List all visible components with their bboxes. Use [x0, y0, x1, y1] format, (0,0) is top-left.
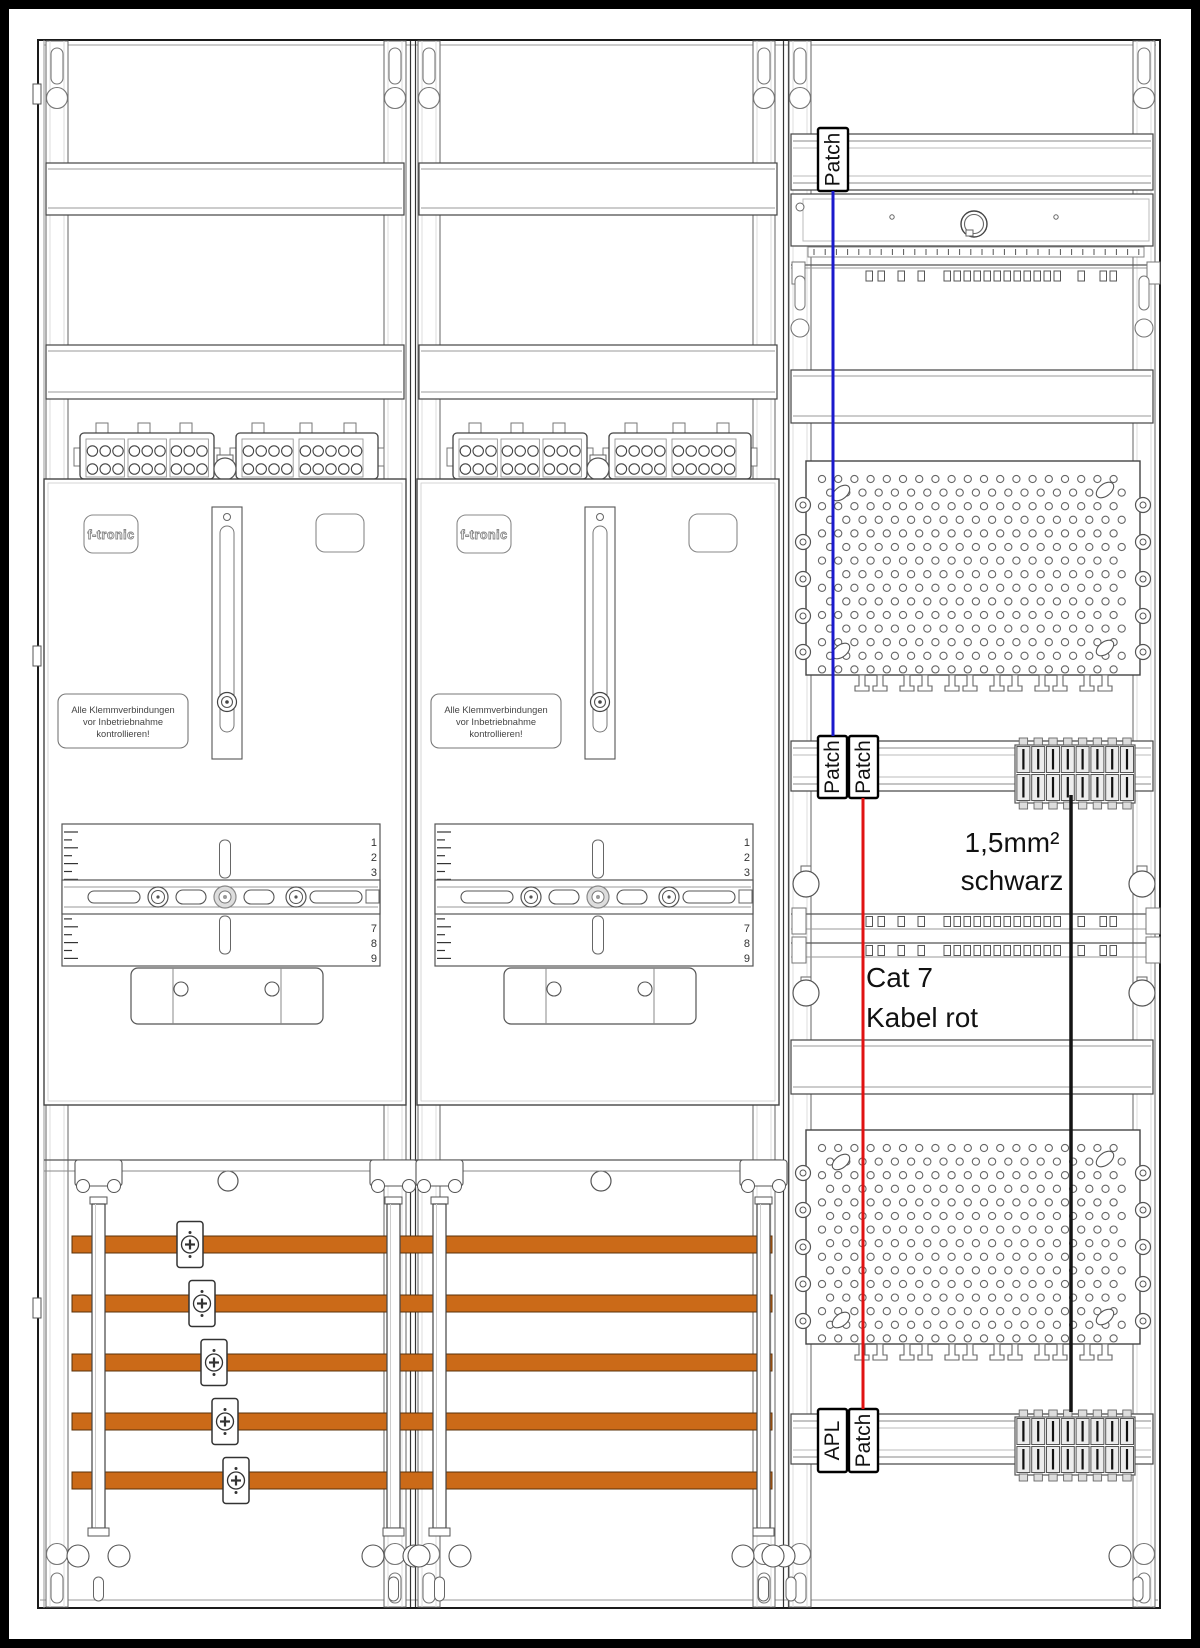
plate-screw-center [1140, 1244, 1146, 1250]
terminal-strip-top [1015, 738, 1135, 809]
patch-label-top [818, 128, 848, 191]
terminal-cap [1034, 802, 1042, 809]
comb-tooth [1078, 271, 1085, 281]
plate-screw-center [800, 1281, 806, 1287]
comb-tooth [898, 946, 905, 956]
plate-screw-center [800, 613, 806, 619]
comb-tooth [1024, 917, 1031, 927]
comb-tooth [1054, 946, 1061, 956]
busbar [72, 1472, 772, 1489]
notch-hole [108, 1180, 121, 1193]
plate-screw-center [800, 1170, 806, 1176]
terminal-strip-bottom [1015, 1410, 1135, 1481]
clamp-dot [235, 1491, 238, 1494]
comb-tooth [878, 271, 885, 281]
notch-hole [742, 1180, 755, 1193]
comb-tooth [944, 917, 951, 927]
plate-screw-center [1140, 1170, 1146, 1176]
plate-screw-center [1140, 1281, 1146, 1287]
comb-tooth [1014, 946, 1021, 956]
terminal-cap [1064, 1474, 1072, 1481]
comb-tooth [974, 271, 981, 281]
comb-tooth [1100, 917, 1107, 927]
frame-hole [362, 1545, 384, 1567]
plate-screw-center [1140, 502, 1146, 508]
terminal-cap [1108, 802, 1116, 809]
frame-slot [389, 1577, 399, 1601]
frame-slot [786, 1577, 796, 1601]
plate-screw-center [800, 576, 806, 582]
frame-slot [94, 1577, 104, 1601]
frame-hole [449, 1545, 471, 1567]
comb-tooth [1004, 946, 1011, 956]
busbar [72, 1413, 772, 1430]
comb-tooth [994, 946, 1001, 956]
comb-tooth [918, 917, 925, 927]
terminal-cap [1078, 802, 1086, 809]
terminal-cap [1034, 738, 1042, 745]
terminal-cap [1108, 1474, 1116, 1481]
patch-label-mid-left [818, 736, 847, 798]
perforated-plate-2 [796, 1130, 1151, 1360]
comb-tooth [1034, 946, 1041, 956]
comb-tooth [1100, 946, 1107, 956]
apl-label-text: APL [821, 1420, 844, 1461]
comb-tooth [866, 271, 873, 281]
frame-hole [67, 1545, 89, 1567]
comb-tooth [964, 946, 971, 956]
comb-tooth [918, 271, 925, 281]
comb-tooth [898, 917, 905, 927]
comb-tooth [994, 271, 1001, 281]
comb-tooth [866, 946, 873, 956]
comb-tooth [994, 917, 1001, 927]
comb-tooth [1044, 917, 1051, 927]
terminal-cap [1108, 1410, 1116, 1417]
comb-tooth [1034, 917, 1041, 927]
notch-hole [449, 1180, 462, 1193]
terminal-cap [1108, 738, 1116, 745]
patch-label-mid-right [849, 736, 878, 798]
busbar [72, 1354, 772, 1371]
notch-hole [372, 1180, 385, 1193]
black-wire-note-line2: schwarz [960, 865, 1064, 896]
comb-tooth [1054, 271, 1061, 281]
perforated-plate-1 [796, 461, 1151, 691]
patch-label-mid-left-text: Patch [821, 740, 844, 794]
terminal-cap [1123, 1410, 1131, 1417]
clamp-dot [224, 1432, 227, 1435]
comb-tooth [954, 946, 961, 956]
comb-tooth [964, 917, 971, 927]
terminal-cap [1049, 802, 1057, 809]
frame-hole [108, 1545, 130, 1567]
terminal-cap [1049, 1474, 1057, 1481]
comb-tooth [984, 917, 991, 927]
plate-screw-center [1140, 1318, 1146, 1324]
frame-hole [732, 1545, 754, 1567]
hinge [33, 646, 41, 666]
comb-tooth [984, 271, 991, 281]
comb-tooth [1054, 917, 1061, 927]
terminal-cap [1064, 738, 1072, 745]
terminal-cap [1034, 1410, 1042, 1417]
terminal-cap [1123, 738, 1131, 745]
plate-screw-center [800, 1318, 806, 1324]
comb-tooth [1100, 271, 1107, 281]
clamp-dot [189, 1255, 192, 1258]
comb-tooth [974, 946, 981, 956]
terminal-cap [1049, 738, 1057, 745]
cover-row [791, 370, 1153, 423]
terminal-cap [1019, 802, 1027, 809]
cable-tray [791, 194, 1153, 257]
black-wire-note-line1: 1,5mm² [964, 827, 1060, 858]
comb-tooth [1034, 271, 1041, 281]
comb-tooth [944, 946, 951, 956]
comb-tooth [866, 917, 873, 927]
plate-screw-center [1140, 576, 1146, 582]
patch-label-bottom [849, 1409, 878, 1472]
busbar [72, 1295, 772, 1312]
comb-tooth [1044, 271, 1051, 281]
notch-hole [77, 1180, 90, 1193]
plate-screw-center [800, 539, 806, 545]
comb-tooth [898, 271, 905, 281]
terminal-cap [1049, 1410, 1057, 1417]
patch-label-top-text: Patch [821, 132, 845, 187]
terminal-cap [1078, 1474, 1086, 1481]
notch-hole [403, 1180, 416, 1193]
comb-tooth [1004, 917, 1011, 927]
terminal-cap [1034, 1474, 1042, 1481]
hinge [33, 1298, 41, 1318]
notch-hole [418, 1180, 431, 1193]
comb-tooth [974, 917, 981, 927]
clamp-dot [189, 1231, 192, 1234]
comb-tooth [878, 917, 885, 927]
plate-screw-center [1140, 649, 1146, 655]
comb-tooth [918, 946, 925, 956]
hinge [33, 84, 41, 104]
notch-hole [773, 1180, 786, 1193]
comb-tooth [1014, 917, 1021, 927]
comb-tooth [878, 946, 885, 956]
frame-slot [1133, 1577, 1143, 1601]
frame-hole [1109, 1545, 1131, 1567]
plate-screw-center [800, 649, 806, 655]
red-wire-note-line2: Kabel rot [866, 1002, 979, 1033]
cover-row [791, 1040, 1153, 1094]
terminal-cap [1093, 738, 1101, 745]
comb-tooth [1024, 271, 1031, 281]
terminal-cap [1078, 738, 1086, 745]
comb-tooth [944, 271, 951, 281]
comb-tooth [1044, 946, 1051, 956]
terminal-cap [1123, 1474, 1131, 1481]
terminal-cap [1123, 802, 1131, 809]
terminal-cap [1093, 802, 1101, 809]
clamp-dot [213, 1349, 216, 1352]
comb-tooth [1004, 271, 1011, 281]
plate-screw-center [800, 1207, 806, 1213]
clamp-dot [201, 1290, 204, 1293]
patch-label-bottom-text: Patch [852, 1413, 875, 1468]
terminal-cap [1019, 1410, 1027, 1417]
terminal-cap [1093, 1474, 1101, 1481]
terminal-cap [1019, 738, 1027, 745]
comb-tooth [964, 271, 971, 281]
comb-tooth [954, 271, 961, 281]
clamp-dot [224, 1408, 227, 1411]
frame-hole [762, 1545, 784, 1567]
comb-tooth [1078, 917, 1085, 927]
comb-tooth [1078, 946, 1085, 956]
terminal-cap [1019, 1474, 1027, 1481]
clamp-dot [213, 1373, 216, 1376]
clamp-dot [201, 1314, 204, 1317]
red-wire-note-line1: Cat 7 [866, 962, 933, 993]
comb-tooth [1110, 946, 1117, 956]
plate-screw-center [1140, 539, 1146, 545]
comb-tooth [984, 946, 991, 956]
frame-slot [435, 1577, 445, 1601]
plate-screw-center [1140, 613, 1146, 619]
plate-screw-center [1140, 1207, 1146, 1213]
terminal-cap [1078, 1410, 1086, 1417]
patch-label-mid-right-text: Patch [852, 740, 875, 794]
frame-slot [759, 1577, 769, 1601]
comb-tooth [954, 917, 961, 927]
plate-screw-center [800, 1244, 806, 1250]
plate-screw-center [800, 502, 806, 508]
comb-tooth [1024, 946, 1031, 956]
comb-tooth [1110, 917, 1117, 927]
apl-label [818, 1409, 847, 1472]
comb-tooth [1014, 271, 1021, 281]
terminal-cap [1093, 1410, 1101, 1417]
clamp-dot [235, 1467, 238, 1470]
frame-hole [408, 1545, 430, 1567]
comb-tooth [1110, 271, 1117, 281]
